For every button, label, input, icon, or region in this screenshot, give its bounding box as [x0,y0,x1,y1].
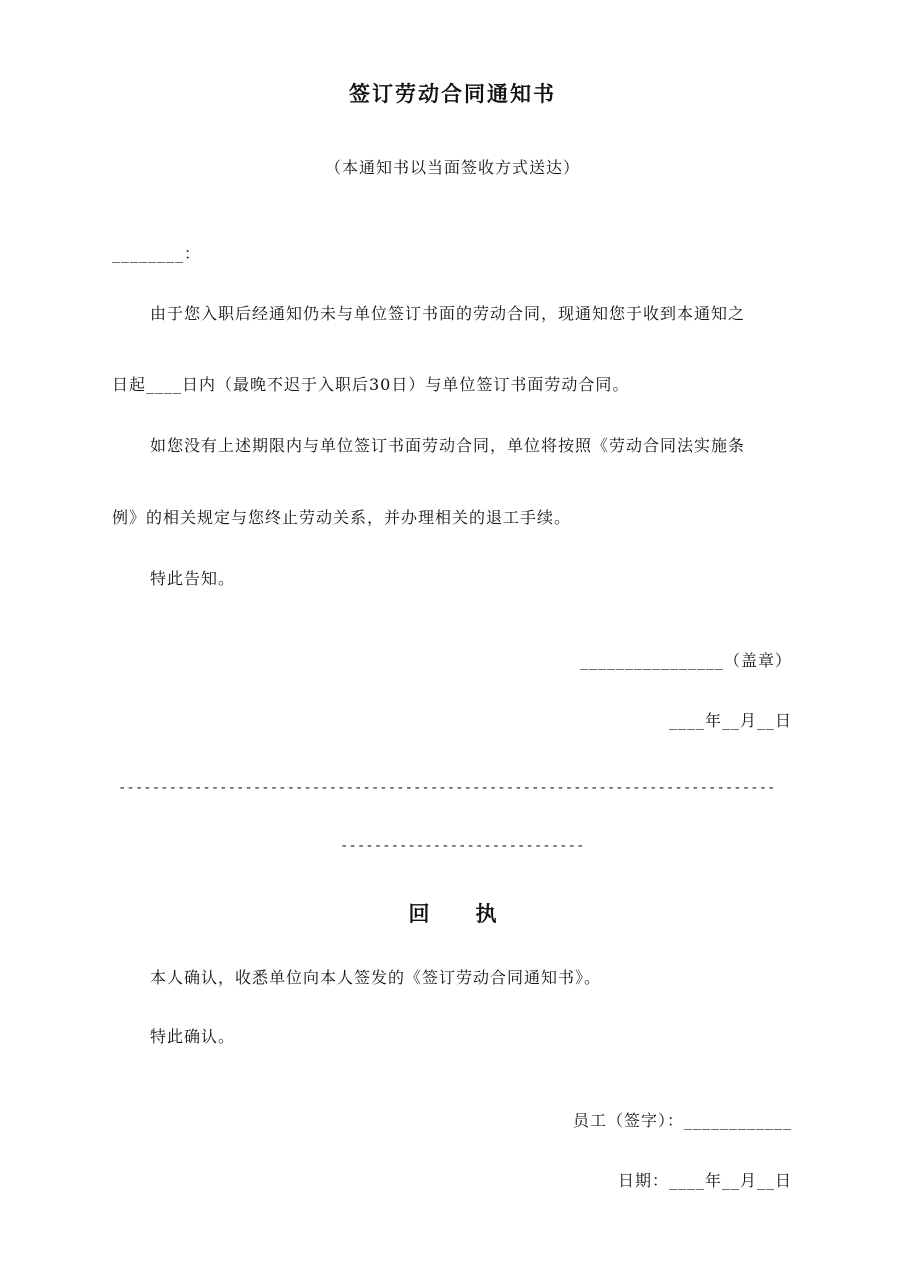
receipt-title-char-2: 执 [475,901,497,926]
receipt-date-line: 日期：____年__月__日 [617,1171,792,1190]
notice-date-line: ____年__月__日 [668,711,792,730]
notice-closing: 特此告知。 [150,569,236,588]
receipt-title-char-1: 回 [408,901,430,926]
paragraph-1-line-1: 由于您入职后经通知仍未与单位签订书面的劳动合同，现通知您于收到本通知之 [150,304,746,323]
paragraph-1-line-2: 日起____日内（最晚不迟于入职后30日）与单位签订书面劳动合同。 [112,375,630,394]
receipt-closing: 特此确认。 [150,1027,236,1046]
document-title: 签订劳动合同通知书 [349,81,556,106]
recipient-line: ________： [112,244,202,263]
paragraph-2-line-1: 如您没有上述期限内与单位签订书面劳动合同，单位将按照《劳动合同法实施条 [150,436,746,455]
seal-line: ________________（盖章） [579,651,792,670]
receipt-confirm-text: 本人确认，收悉单位向本人签发的《签订劳动合同通知书》。 [150,968,602,987]
receipt-title [0,898,905,928]
document-subtitle: （本通知书以当面签收方式送达） [324,158,580,177]
cut-line-lower: ----------------------------- [340,838,585,854]
paragraph-2-line-2: 例》的相关规定与您终止劳动关系，并办理相关的退工手续。 [112,508,572,527]
cut-line-upper: ------------------------------------------------------------------------------ [118,780,776,796]
employee-signature-line: 员工（签字）：____________ [572,1111,792,1130]
